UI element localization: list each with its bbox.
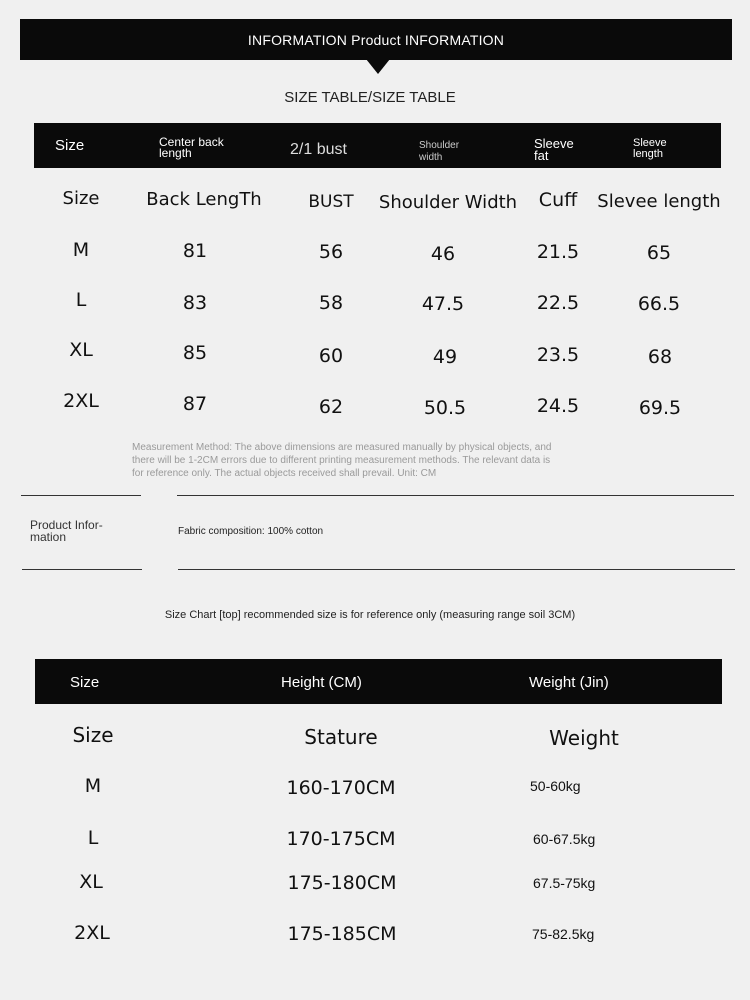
table-cell: XL xyxy=(79,871,103,893)
header-center-back-1: Center back xyxy=(159,135,224,149)
table-cell: 50-60kg xyxy=(530,778,581,794)
top-banner xyxy=(20,19,732,60)
measurement-note xyxy=(132,441,602,480)
table-cell: 62 xyxy=(318,396,344,418)
header-shoulder-2: width xyxy=(419,152,443,163)
table-cell: 175-185CM xyxy=(287,923,397,945)
height-weight-table-header xyxy=(35,659,722,704)
table-cell: XL xyxy=(69,339,93,361)
product-info-label-line: mation xyxy=(30,530,67,544)
table-cell: 68 xyxy=(647,346,673,368)
table-cell: L xyxy=(87,827,99,849)
table-cell: L xyxy=(75,289,87,311)
table-cell: 2XL xyxy=(74,922,110,944)
table-cell: Stature xyxy=(304,725,378,749)
header-bust: 2/1 bust xyxy=(290,141,347,158)
table-cell: 160-170CM xyxy=(286,777,396,799)
table-cell: 47.5 xyxy=(421,293,465,315)
table-cell: 175-180CM xyxy=(287,872,397,894)
table-cell: Weight xyxy=(549,726,619,750)
header-weight: Weight (Jin) xyxy=(529,674,609,691)
table-cell: 49 xyxy=(432,346,458,368)
table-cell: 23.5 xyxy=(536,344,580,366)
header-center-back-2: length xyxy=(159,146,192,160)
header-sleeve-len-1: Sleeve xyxy=(633,137,667,149)
table-cell: M xyxy=(72,239,90,261)
product-info-label xyxy=(30,519,130,543)
table-cell: 85 xyxy=(182,342,208,364)
header-sleeve-fat-2: fat xyxy=(534,148,549,163)
table-cell: 2XL xyxy=(63,390,99,412)
table-cell: 50.5 xyxy=(423,397,467,419)
size-chart-note: Size Chart [top] recommended size is for reference only (measuring range soil 3CM) xyxy=(164,609,576,621)
table-cell: 58 xyxy=(318,292,344,314)
divider xyxy=(177,495,734,496)
size-table-header xyxy=(34,123,721,168)
fabric-composition: Fabric composition: 100% cotton xyxy=(178,526,324,537)
table-cell: 66.5 xyxy=(637,293,681,315)
table-cell: Shoulder Width xyxy=(378,192,518,213)
table-cell: 60-67.5kg xyxy=(533,831,596,847)
table-cell: BUST xyxy=(308,192,354,212)
header-size: Size xyxy=(55,137,85,154)
table-cell: 67.5-75kg xyxy=(533,875,596,891)
table-cell: 22.5 xyxy=(536,292,580,314)
measurement-note-line: for reference only. The actual objects received shall prevail. Unit: CM xyxy=(132,468,437,479)
table-cell: 56 xyxy=(318,241,344,263)
table-cell: 24.5 xyxy=(536,395,580,417)
product-info-label-line: Product Infor- xyxy=(30,518,103,532)
table-cell: 46 xyxy=(430,243,456,265)
table-cell: Back LengTh xyxy=(146,189,262,210)
table-cell: 75-82.5kg xyxy=(532,926,595,942)
header-sleeve-len-2: length xyxy=(633,148,663,160)
table-cell: Size xyxy=(62,188,100,209)
header-shoulder-1: Shoulder xyxy=(419,140,460,151)
banner-title: INFORMATION Product INFORMATION xyxy=(247,31,505,48)
table-cell: Size xyxy=(72,723,114,747)
size-table-title: SIZE TABLE/SIZE TABLE xyxy=(284,89,456,106)
divider xyxy=(178,569,735,570)
table-cell: Cuff xyxy=(538,189,578,211)
measurement-note-line: Measurement Method: The above dimensions are measured manually by physical objects, and xyxy=(132,442,552,453)
table-cell: 60 xyxy=(318,345,344,367)
header-sleeve-fat-1: Sleeve xyxy=(534,136,574,151)
table-cell: 81 xyxy=(182,240,208,262)
header-size: Size xyxy=(70,674,100,691)
divider xyxy=(22,569,142,570)
table-cell: 65 xyxy=(646,242,672,264)
banner-arrow-icon xyxy=(366,59,390,74)
header-height: Height (CM) xyxy=(281,674,362,691)
table-cell: 69.5 xyxy=(638,397,682,419)
divider xyxy=(21,495,141,496)
table-cell: 21.5 xyxy=(536,241,580,263)
table-cell: 170-175CM xyxy=(286,828,396,850)
table-cell: M xyxy=(84,775,102,797)
table-cell: Slevee length xyxy=(597,191,721,212)
measurement-note-line: there will be 1-2CM errors due to different printing measurement methods. The relevant data is xyxy=(132,455,551,466)
table-cell: 87 xyxy=(182,393,208,415)
table-cell: 83 xyxy=(182,292,208,314)
